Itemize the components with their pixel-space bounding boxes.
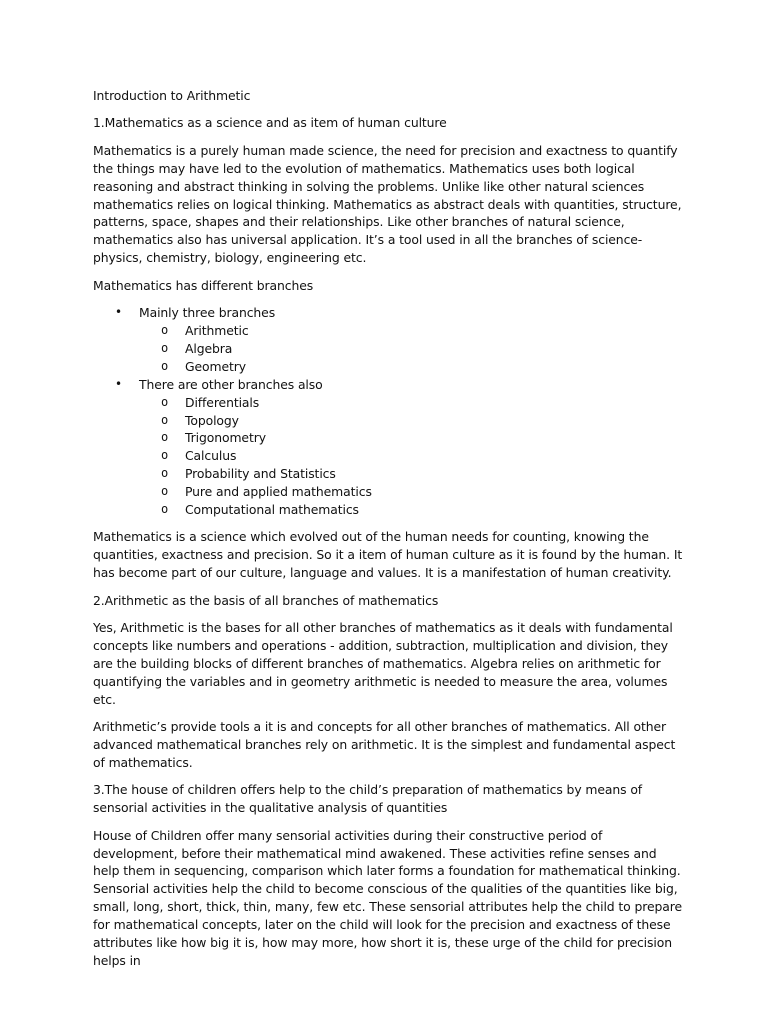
branch-group-main: [93, 304, 683, 376]
section-2-heading: 2.Arithmetic as the basis of all branches of mathematics: [93, 592, 439, 608]
bullet-icon: •: [115, 305, 122, 320]
sub-bullet-icon: o: [161, 412, 169, 427]
list-item: o Topology: [161, 412, 239, 428]
sub-bullet-icon: o: [161, 394, 169, 409]
section-3-paragraph-1: House of Children offer many sensorial activities during their constructive period of development, before their mathematical mind awakened. These activities refine senses and help them in sequencing, comparison which later forms a foundation for mathematical thinking. Sensorial activities help the child to become conscious of the qualities of the quantities like big, small, long, short, thick, thin, many, few etc. These sensorial attributes help the child to prepare for mathematical concepts, later on the child will look for the precision and exactness of these attributes like how big it is, how may more, how short it is, these urge of the child for precision helps in: [93, 827, 682, 968]
list-item: o Pure and applied mathematics: [161, 484, 372, 500]
section-1-paragraph-2: Mathematics is a science which evolved out of the human needs for counting, knowing the quantities, exactness and precision. So it a item of human culture as it is found by the human. It has become part of our culture, language and values. It is a manifestation of human creativity.: [93, 529, 683, 581]
document-page: [93, 87, 683, 979]
sub-branches-list: [139, 394, 683, 519]
sub-bullet-icon: o: [161, 466, 169, 481]
section-1-paragraph-1: Mathematics is a purely human made science, the need for precision and exactness to quantify the things may have led to the evolution of mathematics. Mathematics uses both logical reasoning and abstract thinking in solving the problems. Unlike like other natural sciences mathematics relies on logical thinking. Mathematics as abstract deals with quantities, structure, patterns, space, shapes and their relationships. Like other branches of natural science, mathematics also has universal application. It’s a tool used in all the branches of science-physics, chemistry, biology, engineering etc.: [93, 142, 682, 266]
branches-intro: Mathematics has different branches: [93, 277, 314, 293]
bullet-icon: •: [115, 376, 122, 391]
sub-bullet-icon: o: [161, 502, 169, 517]
sub-bullet-icon: o: [161, 448, 169, 463]
sub-bullet-icon: o: [161, 484, 169, 499]
branch-group-other: [93, 376, 683, 519]
list-item: o Arithmetic: [161, 322, 249, 338]
section-2-paragraph-1: Yes, Arithmetic is the bases for all other branches of mathematics as it deals with fundamental concepts like numbers and operations - addition, subtraction, multiplication and division, they are the building blocks of different branches of mathematics. Algebra relies on arithmetic for quantifying the variables and in geometry arithmetic is needed to measure the area, volumes etc.: [93, 620, 673, 707]
section-1-heading: 1.Mathematics as a science and as item of human culture: [93, 115, 447, 131]
sub-bullet-icon: o: [161, 358, 169, 373]
sub-bullet-icon: o: [161, 322, 169, 337]
list-item: o Computational mathematics: [161, 502, 359, 518]
branches-list: [93, 304, 683, 519]
sub-branches-list: [139, 322, 683, 376]
branch-group-label: Mainly three branches: [139, 305, 276, 321]
list-item: o Trigonometry: [161, 430, 266, 446]
sub-bullet-icon: o: [161, 430, 169, 445]
sub-bullet-icon: o: [161, 340, 169, 355]
branch-group-label: There are other branches also: [139, 376, 323, 392]
list-item: o Algebra: [161, 340, 233, 356]
section-3-heading: 3.The house of children offers help to the child’s preparation of mathematics by means of sensorial activities in the qualitative analysis of quantities: [93, 782, 643, 816]
list-item: o Probability and Statistics: [161, 466, 336, 482]
list-item: o Differentials: [161, 394, 260, 410]
list-item: o Geometry: [161, 358, 246, 374]
list-item: o Calculus: [161, 448, 237, 464]
section-2-paragraph-2: Arithmetic’s provide tools a it is and concepts for all other branches of mathematics. All other advanced mathematical branches rely on arithmetic. It is the simplest and fundamental aspect of mathematics.: [93, 719, 676, 770]
document-title: Introduction to Arithmetic: [93, 88, 251, 103]
